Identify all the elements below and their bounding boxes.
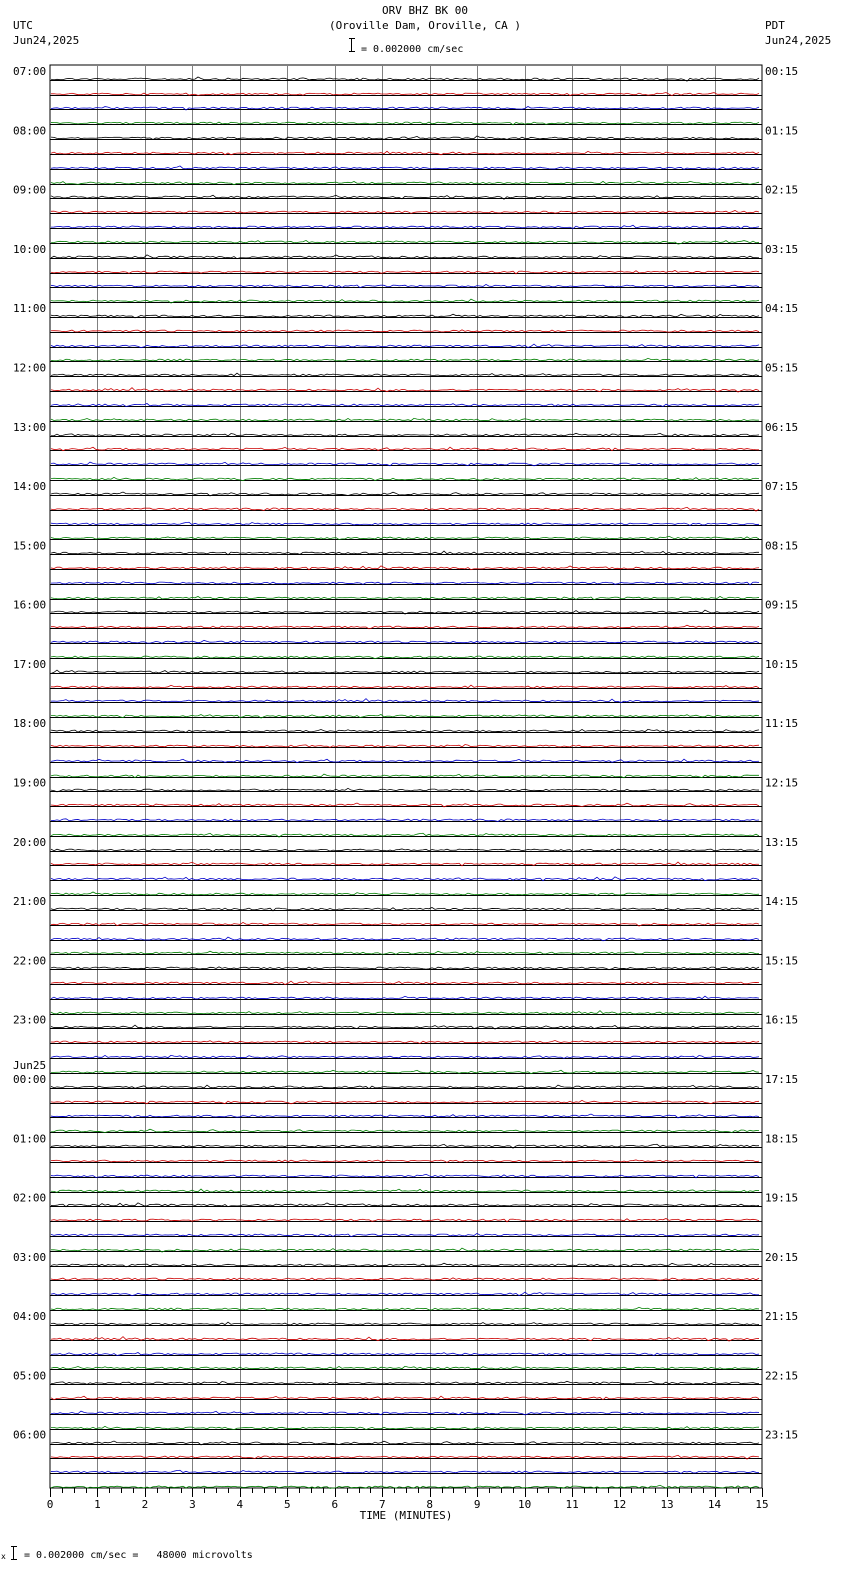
- right-hour-label: 01:15: [765, 124, 799, 138]
- seismic-trace: [51, 136, 759, 139]
- x-tick-label: 9: [473, 1498, 481, 1511]
- left-hour-label: 23:00: [13, 1013, 47, 1027]
- x-tick-label: 8: [426, 1498, 434, 1511]
- seismic-trace: [51, 373, 759, 376]
- seismic-trace: [51, 1189, 759, 1192]
- x-tick-label: 3: [189, 1498, 196, 1511]
- right-timezone: PDT: [765, 19, 785, 32]
- x-tick-label: 2: [141, 1498, 149, 1511]
- seismic-trace: [51, 745, 759, 748]
- x-tick-label: 11: [565, 1498, 579, 1511]
- trace-group: [51, 77, 759, 1488]
- right-hour-label: 03:15: [765, 242, 799, 256]
- right-hour-label: 00:15: [765, 65, 799, 78]
- left-hour-label: 02:00: [13, 1191, 47, 1205]
- x-axis-label: TIME (MINUTES): [359, 1509, 453, 1522]
- left-date: Jun24,2025: [13, 34, 80, 47]
- left-hour-label: 06:00: [13, 1428, 47, 1442]
- seismic-trace: [51, 640, 759, 643]
- right-hour-label: 13:15: [765, 835, 799, 849]
- seismic-trace: [51, 358, 759, 361]
- seismic-trace: [51, 996, 759, 999]
- seismic-trace: [51, 699, 759, 703]
- right-hour-label: 05:15: [765, 361, 799, 375]
- right-hour-label: 23:15: [765, 1428, 799, 1442]
- seismic-trace: [51, 210, 759, 213]
- left-hour-label: 17:00: [13, 657, 47, 671]
- left-hour-label: 09:00: [13, 183, 47, 197]
- x-tick-label: 0: [46, 1498, 54, 1511]
- x-axis: [47, 1488, 769, 1522]
- left-hour-label: 05:00: [13, 1369, 47, 1383]
- date-change-label: Jun25: [13, 1058, 47, 1072]
- right-date: Jun24,2025: [765, 34, 832, 47]
- left-hour-label: 11:00: [13, 302, 47, 316]
- station-title: ORV BHZ BK 00: [381, 4, 469, 17]
- right-hour-label: 21:15: [765, 1310, 799, 1324]
- right-hour-label: 08:15: [765, 539, 799, 553]
- seismic-trace: [51, 1470, 759, 1473]
- right-hour-label: 10:15: [765, 657, 799, 671]
- left-hour-label: 18:00: [13, 717, 47, 731]
- x-tick-label: 14: [707, 1498, 722, 1511]
- right-hour-label: 17:15: [765, 1072, 799, 1086]
- left-hour-label: 13:00: [13, 420, 47, 434]
- left-hour-label: 20:00: [13, 835, 47, 849]
- seismic-trace: [51, 892, 759, 895]
- left-hour-label: 19:00: [13, 776, 47, 790]
- right-hour-label: 11:15: [765, 717, 799, 731]
- seismic-trace: [51, 1011, 759, 1015]
- seismic-trace: [51, 729, 759, 732]
- left-hour-label: 15:00: [13, 539, 47, 553]
- left-timezone: UTC: [13, 19, 33, 32]
- left-hour-label: 16:00: [13, 598, 47, 612]
- x-tick-label: 1: [94, 1498, 101, 1511]
- x-tick-label: 6: [331, 1498, 339, 1511]
- seismic-trace: [51, 1129, 759, 1132]
- x-tick-label: 5: [284, 1498, 291, 1511]
- left-hour-label: 07:00: [13, 65, 47, 78]
- right-hour-label: 19:15: [765, 1191, 799, 1205]
- right-hour-label: 15:15: [765, 954, 799, 968]
- seismic-trace: [51, 1307, 759, 1310]
- seismic-trace: [51, 1278, 759, 1280]
- left-hour-label: 10:00: [13, 242, 47, 256]
- right-hour-label: 14:15: [765, 895, 799, 909]
- seismic-trace: [51, 166, 759, 170]
- right-hour-label: 07:15: [765, 480, 799, 494]
- seismic-trace: [51, 1322, 759, 1325]
- footer-scale-icon: [13, 1546, 17, 1560]
- seismic-trace: [51, 418, 759, 421]
- seismic-trace: [51, 685, 759, 688]
- left-hour-label: 04:00: [13, 1310, 47, 1324]
- footer-scale-label: = 0.002000 cm/sec = 48000 microvolts: [24, 1550, 253, 1561]
- left-hour-label: 12:00: [13, 361, 47, 375]
- x-tick-label: 12: [612, 1498, 627, 1511]
- scale-label: = 0.002000 cm/sec: [361, 44, 464, 55]
- right-hour-label: 18:15: [765, 1132, 799, 1146]
- x-tick-label: 15: [755, 1498, 769, 1511]
- seismic-trace: [51, 1366, 759, 1369]
- footer-corner-mark: x: [1, 1552, 6, 1561]
- seismic-trace: [51, 522, 759, 525]
- seismic-trace: [51, 1055, 759, 1058]
- seismic-trace: [51, 1381, 759, 1384]
- right-hour-label: 04:15: [765, 302, 799, 316]
- right-hour-label: 16:15: [765, 1013, 799, 1027]
- right-hour-label: 22:15: [765, 1369, 799, 1383]
- right-hour-label: 09:15: [765, 598, 799, 612]
- seismic-trace: [51, 433, 759, 436]
- left-hour-label: 08:00: [13, 124, 47, 138]
- left-hour-label: 22:00: [13, 954, 47, 968]
- x-tick-label: 4: [236, 1498, 244, 1511]
- seismic-trace: [51, 330, 759, 332]
- left-hour-label: 01:00: [13, 1132, 47, 1146]
- left-hour-label: 14:00: [13, 480, 47, 494]
- seismic-trace: [51, 536, 759, 539]
- seismic-trace: [51, 951, 759, 954]
- right-hour-label: 06:15: [765, 420, 799, 434]
- right-hour-label: 12:15: [765, 776, 799, 790]
- right-hour-label: 02:15: [765, 183, 799, 197]
- station-location: (Oroville Dam, Oroville, CA ): [328, 19, 522, 32]
- x-tick-label: 7: [378, 1498, 386, 1511]
- left-hour-label: 21:00: [13, 895, 47, 909]
- left-hour-label: 00:00: [13, 1072, 47, 1086]
- x-tick-label: 13: [660, 1498, 674, 1511]
- left-hour-label: 03:00: [13, 1250, 47, 1264]
- right-hour-label: 20:15: [765, 1250, 799, 1264]
- x-tick-label: 10: [518, 1498, 532, 1511]
